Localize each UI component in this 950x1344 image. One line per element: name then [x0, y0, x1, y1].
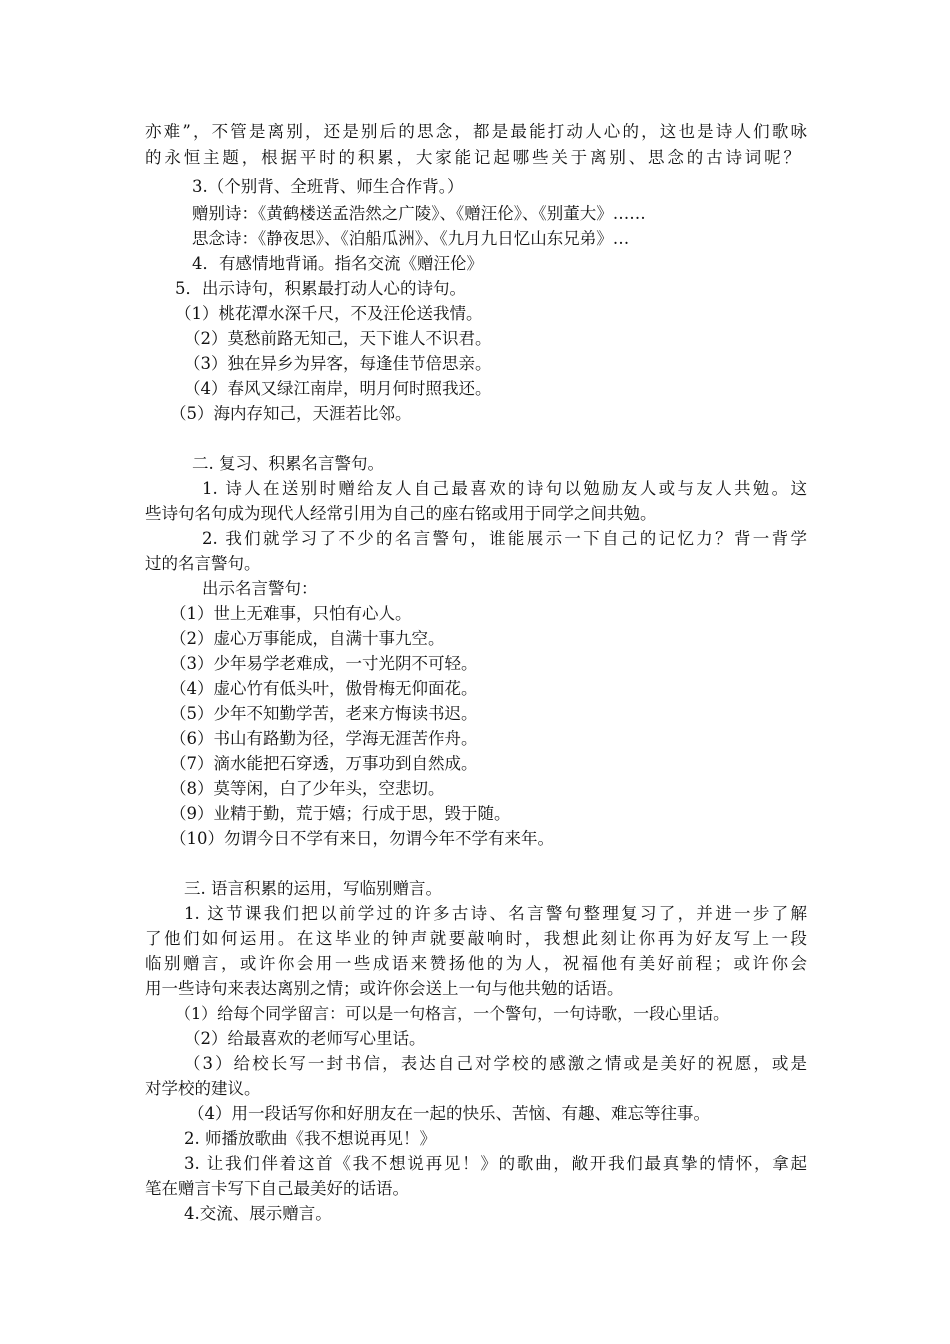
farewell-poems: 赠别诗：《黄鹤楼送孟浩然之广陵》、《赠汪伦》、《别董大》……	[192, 204, 646, 223]
poem-line-4: （4）春风又绿江南岸，明月何时照我还。	[184, 379, 492, 398]
section-3-item-3-line-2: 笔在赠言卡写下自己最美好的话语。	[145, 1179, 409, 1198]
section-3-para-1-line-2: 了他们如何运用。在这毕业的钟声就要敲响时，我想此刻让你再为好友写上一段	[145, 929, 807, 948]
proverb-6: （6）书山有路勤为径，学海无涯苦作舟。	[170, 729, 478, 748]
intro-line-2: 的永恒主题，根据平时的积累，大家能记起哪些关于离别、思念的古诗词呢？	[145, 148, 800, 167]
proverb-2: （2）虚心万事能成，自满十事九空。	[170, 629, 445, 648]
intro-line-1: 亦难”，不管是离别，还是别后的思念，都是最能打动人心的，这也是诗人们歌咏	[145, 122, 807, 141]
proverb-9: （9）业精于勤，荒于嬉；行成于思，毁于随。	[170, 804, 511, 823]
task-4: （4）用一段话写你和好朋友在一起的快乐、苦恼、有趣、难忘等往事。	[188, 1104, 710, 1123]
section-2-para-1-line-2: 些诗句名句成为现代人经常引用为自己的座右铭或用于同学之间共勉。	[145, 504, 657, 523]
proverb-7: （7）滴水能把石穿透，万事功到自然成。	[170, 754, 478, 773]
section-3-para-1-line-1: 1. 这节课我们把以前学过的许多古诗、名言警句整理复习了，并进一步了解	[184, 904, 807, 923]
task-2: （2）给最喜欢的老师写心里话。	[184, 1029, 426, 1048]
section-2-para-2-line-1: 2. 我们就学习了不少的名言警句，谁能展示一下自己的记忆力？背一背学	[202, 529, 807, 548]
section-3-item-4: 4.交流、展示赠言。	[184, 1204, 332, 1223]
section-3-item-3-line-1: 3. 让我们伴着这首《我不想说再见！》的歌曲，敞开我们最真挚的情怀，拿起	[184, 1154, 807, 1173]
section-3-title: 三. 语言积累的运用，写临别赠言。	[184, 879, 442, 898]
section-2-para-2-line-2: 过的名言警句。	[145, 554, 261, 573]
poem-line-3: （3）独在异乡为异客，每逢佳节倍思亲。	[184, 354, 492, 373]
task-3-line-1: （3）给校长写一封书信，表达自己对学校的感激之情或是美好的祝愿，或是	[184, 1054, 807, 1073]
section-3-para-1-line-3: 临别赠言，或许你会用一些成语来赞扬他的为人，祝福他有美好前程；或许你会	[145, 954, 807, 973]
proverb-1: （1）世上无难事，只怕有心人。	[170, 604, 412, 623]
task-1: （1）给每个同学留言：可以是一句格言，一个警句，一句诗歌，一段心里话。	[175, 1004, 730, 1023]
proverb-8: （8）莫等闲，白了少年头，空悲切。	[170, 779, 445, 798]
section-2-show-label: 出示名言警句：	[202, 579, 318, 598]
poem-line-1: （1）桃花潭水深千尺，不及汪伦送我情。	[175, 304, 483, 323]
item-3: 3.（个别背、全班背、师生合作背。）	[192, 177, 464, 196]
proverb-5: （5）少年不知勤学苦，老来方悔读书迟。	[170, 704, 478, 723]
missing-poems: 思念诗：《静夜思》、《泊船瓜洲》、《九月九日忆山东兄弟》…	[192, 229, 630, 248]
proverb-4: （4）虚心竹有低头叶，傲骨梅无仰面花。	[170, 679, 478, 698]
section-3-item-2: 2. 师播放歌曲《我不想说再见！》	[184, 1129, 436, 1148]
section-2-title: 二. 复习、积累名言警句。	[192, 454, 384, 473]
section-3-para-1-line-4: 用一些诗句来表达离别之情；或许你会送上一句与他共勉的话语。	[145, 979, 624, 998]
section-2-para-1-line-1: 1. 诗人在送别时赠给友人自己最喜欢的诗句以勉励友人或与友人共勉。这	[202, 479, 807, 498]
item-5: 5．出示诗句，积累最打动人心的诗句。	[175, 279, 466, 298]
poem-line-2: （2）莫愁前路无知己，天下谁人不识君。	[184, 329, 492, 348]
task-3-line-2: 对学校的建议。	[145, 1079, 261, 1098]
poem-line-5: （5）海内存知己，天涯若比邻。	[170, 404, 412, 423]
proverb-10: （10）勿谓今日不学有来日，勿谓今年不学有来年。	[170, 829, 554, 848]
item-4: 4．有感情地背诵。指名交流《赠汪伦》	[192, 254, 483, 273]
proverb-3: （3）少年易学老难成，一寸光阴不可轻。	[170, 654, 478, 673]
